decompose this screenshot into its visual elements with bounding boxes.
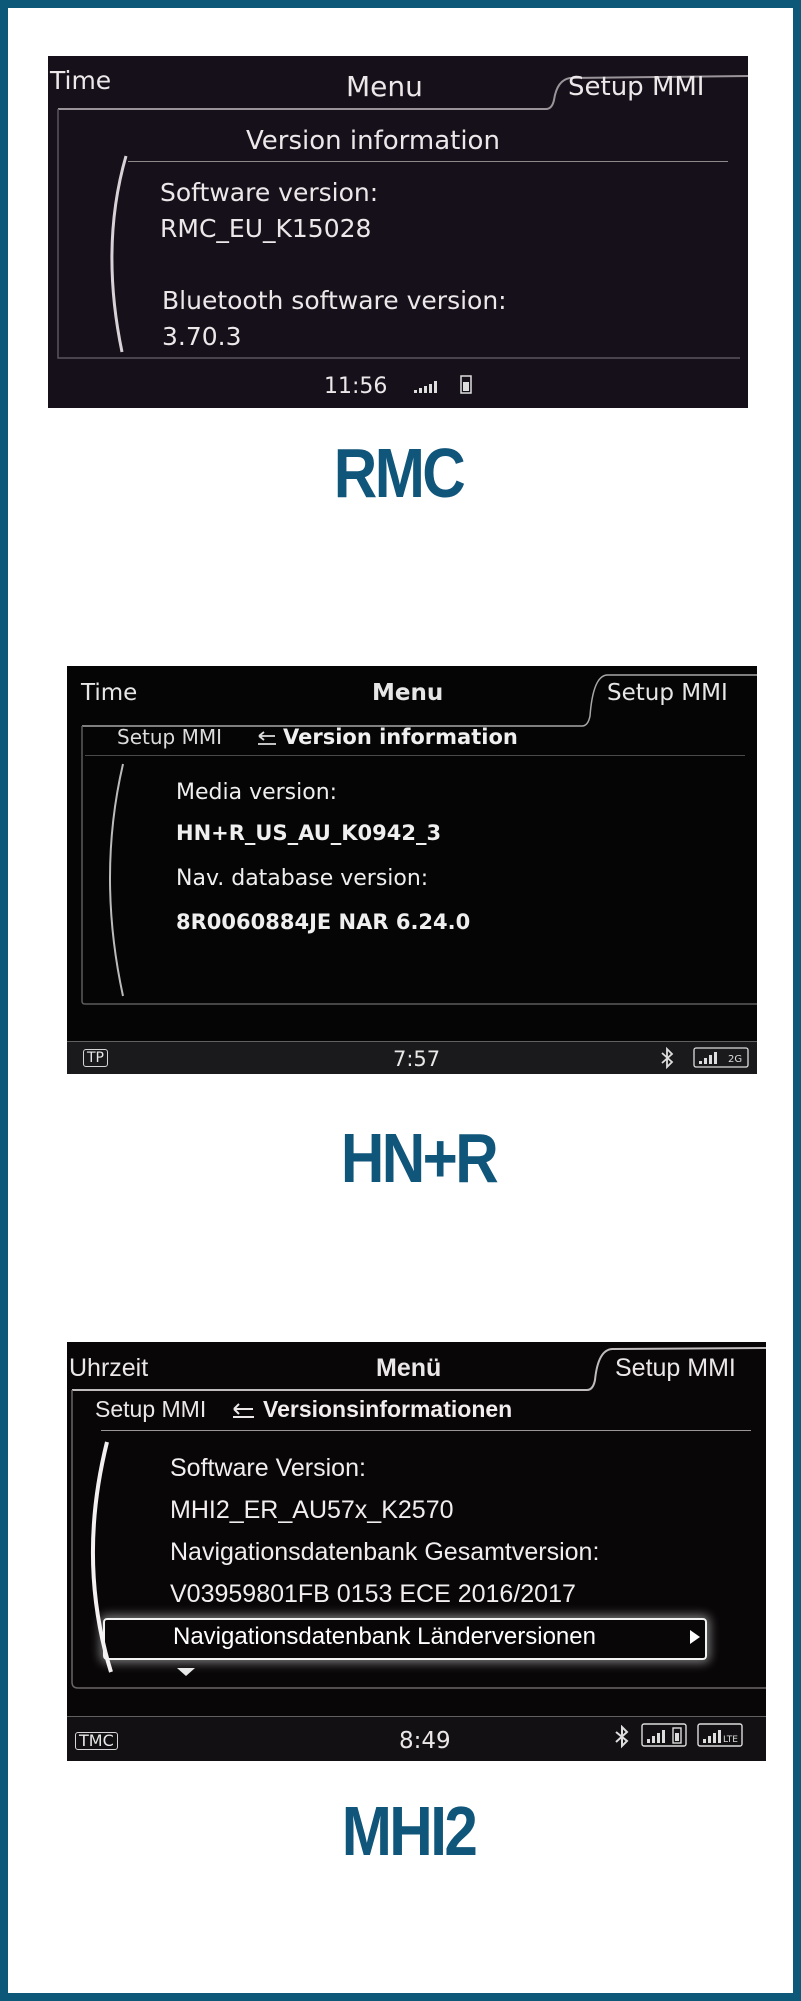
- hnr-title-divider: [85, 755, 745, 756]
- mhi2-title: Versionsinformationen: [263, 1396, 513, 1422]
- mhi2-line-3: Navigationsdatenbank Gesamtversion:: [170, 1538, 600, 1566]
- mhi2-caption: MHI2: [341, 1792, 476, 1870]
- back-arrow-icon: [255, 730, 279, 748]
- hnr-tp-badge[interactable]: TP: [83, 1049, 108, 1067]
- hnr-tab-setup-mmi[interactable]: Setup MMI: [607, 680, 728, 706]
- mhi2-line-1: Software Version:: [170, 1454, 366, 1482]
- rmc-line-3: Bluetooth software version:: [162, 286, 507, 315]
- mhi2-tab-setup-mmi[interactable]: Setup MMI: [615, 1354, 736, 1382]
- bluetooth-icon: [613, 1725, 635, 1749]
- phone-battery-icon: [460, 374, 474, 396]
- mhi2-header-menu[interactable]: Menü: [376, 1354, 442, 1382]
- mhi2-breadcrumb[interactable]: Setup MMI: [95, 1396, 207, 1422]
- mhi2-line-2: MHI2_ER_AU57x_K2570: [170, 1496, 454, 1524]
- hnr-line-2: HN+R_US_AU_K0942_3: [176, 821, 442, 845]
- mhi2-line-4: V03959801FB 0153 ECE 2016/2017: [170, 1580, 576, 1608]
- phone-signal-icon: [641, 1722, 689, 1750]
- mhi2-screen: [67, 1342, 766, 1761]
- hnr-line-1: Media version:: [176, 780, 338, 805]
- hnr-network-type: 2G: [728, 1054, 743, 1065]
- back-arrow-icon: [229, 1402, 257, 1422]
- rmc-line-4: 3.70.3: [162, 322, 242, 351]
- rmc-clock: 11:56: [324, 374, 388, 399]
- signal-strength-icon: [693, 1046, 751, 1070]
- rmc-tab-outline: [48, 56, 748, 408]
- hnr-title: Version information: [283, 725, 518, 749]
- signal-strength-icon: [414, 376, 448, 396]
- rmc-line-2: RMC_EU_K15028: [160, 214, 372, 243]
- mhi2-title-divider: [101, 1430, 751, 1431]
- mhi2-clock: 8:49: [399, 1728, 451, 1754]
- hnr-screen: [67, 666, 757, 1074]
- hnr-header-menu[interactable]: Menu: [372, 680, 444, 706]
- hnr-clock: 7:57: [393, 1047, 441, 1071]
- mhi2-selected-item-label[interactable]: Navigationsdatenbank Länderversionen: [173, 1623, 596, 1650]
- rmc-caption: RMC: [333, 434, 464, 512]
- rmc-tab-setup-mmi[interactable]: Setup MMI: [568, 72, 705, 102]
- hnr-breadcrumb[interactable]: Setup MMI: [117, 725, 222, 749]
- hnr-caption: HN+R: [340, 1119, 497, 1197]
- mhi2-network-type: LTE: [723, 1735, 738, 1745]
- mhi2-tmc-badge[interactable]: TMC: [75, 1732, 118, 1750]
- hnr-line-4: 8R0060884JE NAR 6.24.0: [176, 910, 471, 934]
- bluetooth-icon: [659, 1047, 679, 1069]
- rmc-screen: [48, 56, 748, 408]
- hnr-line-3: Nav. database version:: [176, 866, 429, 891]
- rmc-header-time[interactable]: Time: [50, 66, 112, 95]
- hnr-header-time[interactable]: Time: [81, 680, 138, 706]
- rmc-title-divider: [128, 161, 728, 162]
- rmc-header-menu[interactable]: Menu: [346, 70, 423, 103]
- mhi2-header-time[interactable]: Uhrzeit: [69, 1354, 149, 1382]
- rmc-line-1: Software version:: [160, 178, 379, 207]
- chevron-right-icon: [687, 1628, 703, 1648]
- rmc-title: Version information: [246, 126, 500, 156]
